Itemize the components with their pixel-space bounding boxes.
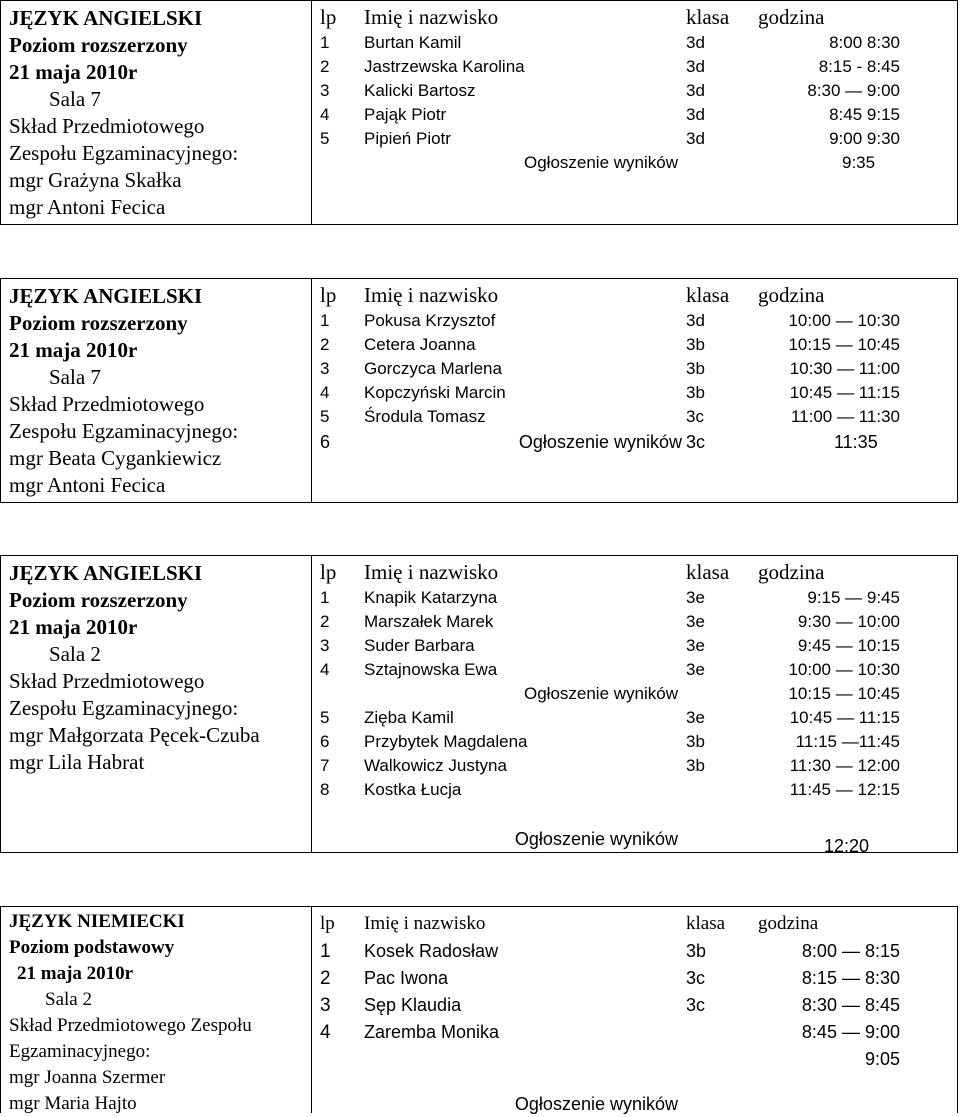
cell-name: Zięba Kamil xyxy=(364,708,454,727)
room: Sala 7 xyxy=(49,365,101,389)
subject: JĘZYK NIEMIECKI xyxy=(9,911,185,932)
committee-member: mgr Grażyna Skałka xyxy=(9,168,182,192)
announcement-label: Ogłoszenie wyników xyxy=(523,684,678,703)
cell-godzina: 10:45 — 11:15 xyxy=(789,708,900,727)
cell-godzina: 10:00 — 10:30 xyxy=(788,660,900,679)
table-row xyxy=(312,55,957,79)
table-row xyxy=(312,730,957,754)
table-row xyxy=(312,405,957,429)
committee-member: mgr Joanna Szermer xyxy=(9,1067,166,1088)
table-row xyxy=(312,79,957,103)
cell-godzina: 10:30 — 11:00 xyxy=(789,359,900,378)
schedule-table xyxy=(312,1,957,224)
table-header xyxy=(312,3,957,31)
cell-klasa: 3b xyxy=(686,941,707,961)
cell-lp: 4 xyxy=(320,105,330,124)
cell-lp: 2 xyxy=(320,967,331,989)
committee-label: Skład Przedmiotowego xyxy=(9,669,205,693)
table-header xyxy=(312,281,957,309)
cell-lp: 3 xyxy=(320,636,330,655)
committee-member: mgr Antoni Fecica xyxy=(9,195,166,219)
cell-klasa: 3b xyxy=(686,732,705,751)
subject: JĘZYK ANGIELSKI xyxy=(9,561,203,585)
table-row xyxy=(312,31,957,55)
cell-lp: 3 xyxy=(320,81,330,100)
cell-godzina: 8:15 - 8:45 xyxy=(818,57,900,76)
cell-name: Kosek Radosław xyxy=(364,941,499,961)
cell-godzina: 9:45 — 10:15 xyxy=(797,636,900,655)
cell-name: Środula Tomasz xyxy=(364,407,486,426)
table-row xyxy=(312,1019,957,1046)
cell-lp: 3 xyxy=(320,359,330,378)
committee-member: mgr Beata Cygankiewicz xyxy=(9,446,222,470)
cell-name: Marszałek Marek xyxy=(364,612,494,631)
table-row xyxy=(312,965,957,992)
announcement-time: 10:15 — 10:45 xyxy=(788,684,900,703)
header-lp: lp xyxy=(320,4,337,29)
date: 21 maja 2010r xyxy=(17,963,134,984)
cell-name: Walkowicz Justyna xyxy=(364,756,507,775)
level: Poziom rozszerzony xyxy=(9,588,188,612)
cell-name: Przybytek Magdalena xyxy=(364,732,528,751)
table-row xyxy=(312,357,957,381)
exam-info xyxy=(1,279,312,502)
header-name: Imię i nazwisko xyxy=(364,559,499,584)
table-header xyxy=(312,558,957,586)
cell-klasa: 3d xyxy=(686,57,705,76)
cell-klasa: 3e xyxy=(686,636,705,655)
cell-lp: 5 xyxy=(320,407,330,426)
cell-klasa: 3b xyxy=(686,359,705,378)
committee-member: mgr Maria Hajto xyxy=(9,1093,137,1114)
announcement-row xyxy=(312,682,957,706)
cell-lp: 2 xyxy=(320,57,330,76)
cell-klasa: 3e xyxy=(686,660,705,679)
announcement-time: 9:35 xyxy=(842,153,876,172)
cell-godzina: 8:30 — 9:00 xyxy=(807,81,900,100)
cell-klasa: 3c xyxy=(686,407,704,426)
announcement-row xyxy=(312,151,957,175)
cell-lp: 7 xyxy=(320,756,330,775)
date: 21 maja 2010r xyxy=(9,615,138,639)
table-row xyxy=(312,706,957,730)
header-klasa: klasa xyxy=(686,4,730,29)
table-row xyxy=(312,127,957,151)
header-klasa: klasa xyxy=(686,282,730,307)
schedule-table xyxy=(312,556,957,856)
header-klasa: klasa xyxy=(686,559,730,584)
cell-lp: 1 xyxy=(320,33,330,52)
cell-klasa: 3e xyxy=(686,708,705,727)
cell-godzina: 10:15 — 10:45 xyxy=(788,335,900,354)
header-godzina: godzina xyxy=(758,912,819,934)
header-lp: lp xyxy=(320,559,337,584)
cell-klasa: 3d xyxy=(686,81,705,100)
announcement-time: 9:05 xyxy=(864,1049,900,1069)
cell-godzina: 9:30 — 10:00 xyxy=(797,612,900,631)
cell-klasa: 3b xyxy=(686,383,705,402)
committee-label: Skład Przedmiotowego Zespołu xyxy=(9,1015,252,1036)
cell-godzina: 11:45 — 12:15 xyxy=(789,780,900,799)
level: Poziom rozszerzony xyxy=(9,33,188,57)
cell-lp: 2 xyxy=(320,612,330,631)
committee-member: mgr Lila Habrat xyxy=(9,750,145,774)
cell-godzina: 11:30 — 12:00 xyxy=(789,756,900,775)
cell-lp: 4 xyxy=(320,660,330,679)
cell-klasa: 3d xyxy=(686,105,705,124)
announcement-label: Ogłoszenie wyników xyxy=(523,153,678,172)
cell-lp: 1 xyxy=(320,588,330,607)
subject: JĘZYK ANGIELSKI xyxy=(9,284,203,308)
announcement-row xyxy=(312,429,957,455)
cell-name: Cetera Joanna xyxy=(364,335,476,354)
cell-klasa: 3c xyxy=(686,968,706,988)
cell-name: Jastrzewska Karolina xyxy=(364,57,525,76)
cell-godzina: 10:45 — 11:15 xyxy=(789,383,900,402)
header-name: Imię i nazwisko xyxy=(364,912,486,934)
cell-godzina: 8:00 8:30 xyxy=(829,33,900,52)
header-godzina: godzina xyxy=(758,559,825,584)
cell-lp: 1 xyxy=(320,940,331,962)
cell-name: Kostka Łucja xyxy=(364,780,462,799)
announcement-label: Ogłoszenie wyników xyxy=(518,431,682,452)
committee-label-2: Zespołu Egzaminacyjnego: xyxy=(9,696,239,720)
cell-klasa: 3d xyxy=(686,33,705,52)
exam-info xyxy=(1,907,312,1113)
cell-klasa: 3b xyxy=(686,335,705,354)
room: Sala 2 xyxy=(45,989,92,1010)
cell-name: Pająk Piotr xyxy=(364,105,447,124)
cell-name: Gorczyca Marlena xyxy=(364,359,502,378)
header-godzina: godzina xyxy=(758,282,825,307)
cell-godzina: 9:00 9:30 xyxy=(829,129,900,148)
table-row xyxy=(312,992,957,1019)
cell-lp: 2 xyxy=(320,335,330,354)
cell-klasa: 3c xyxy=(686,995,706,1015)
table-row xyxy=(312,658,957,682)
cell-godzina: 8:30 — 8:45 xyxy=(801,995,900,1015)
cell-name: Pokusa Krzysztof xyxy=(364,311,496,330)
announcement-label: Ogłoszenie wyników xyxy=(514,828,678,849)
cell-klasa: 3b xyxy=(686,756,705,775)
announcement-time: 12:20 xyxy=(824,835,870,856)
cell-klasa: 3d xyxy=(686,311,705,330)
level: Poziom podstawowy xyxy=(9,937,175,958)
header-name: Imię i nazwisko xyxy=(364,282,499,307)
cell-name: Burtan Kamil xyxy=(364,33,462,52)
cell-lp: 8 xyxy=(320,780,330,799)
cell-godzina: 9:15 — 9:45 xyxy=(807,588,900,607)
table-row xyxy=(312,610,957,634)
header-name: Imię i nazwisko xyxy=(364,4,499,29)
schedule-block-2 xyxy=(0,278,958,503)
schedule-table xyxy=(312,907,957,1113)
table-header xyxy=(312,909,957,938)
cell-name: Zaremba Monika xyxy=(364,1022,500,1042)
table-row xyxy=(312,586,957,610)
committee-label-2: Egzaminacyjnego: xyxy=(9,1041,151,1062)
announcement-time-row xyxy=(312,1046,957,1073)
subject: JĘZYK ANGIELSKI xyxy=(9,6,203,30)
cell-godzina: 8:45 — 9:00 xyxy=(801,1022,900,1042)
table-row xyxy=(312,333,957,357)
cell-godzina: 8:00 — 8:15 xyxy=(801,941,900,961)
committee-member: mgr Małgorzata Pęcek-Czuba xyxy=(9,723,260,747)
header-godzina: godzina xyxy=(758,4,825,29)
cell-godzina: 8:45 9:15 xyxy=(829,105,900,124)
cell-name: Kalicki Bartosz xyxy=(364,81,476,100)
table-row xyxy=(312,381,957,405)
announcement-row xyxy=(312,1091,957,1117)
announcement-time: 11:35 xyxy=(834,431,878,452)
cell-name: Kopczyński Marcin xyxy=(364,383,506,402)
cell-godzina: 8:15 — 8:30 xyxy=(801,968,900,988)
cell-lp: 1 xyxy=(320,311,330,330)
table-row xyxy=(312,309,957,333)
exam-info xyxy=(1,1,312,224)
committee-label-2: Zespołu Egzaminacyjnego: xyxy=(9,419,239,443)
cell-name: Knapik Katarzyna xyxy=(364,588,498,607)
cell-godzina: 11:15 —11:45 xyxy=(795,732,900,751)
cell-name: Pipień Piotr xyxy=(364,129,451,148)
schedule-table xyxy=(312,279,957,502)
room: Sala 2 xyxy=(49,642,101,666)
level: Poziom rozszerzony xyxy=(9,311,188,335)
cell-name: Suder Barbara xyxy=(364,636,475,655)
date: 21 maja 2010r xyxy=(9,338,138,362)
committee-label: Skład Przedmiotowego xyxy=(9,392,205,416)
cell-name: Pac Iwona xyxy=(364,968,449,988)
cell-lp: 4 xyxy=(320,383,330,402)
schedule-block-1 xyxy=(0,0,958,225)
committee-member: mgr Antoni Fecica xyxy=(9,473,166,497)
schedule-block-3 xyxy=(0,555,958,856)
cell-godzina: 10:00 — 10:30 xyxy=(788,311,900,330)
committee-label: Skład Przedmiotowego xyxy=(9,114,205,138)
cell-lp: 5 xyxy=(320,129,330,148)
header-lp: lp xyxy=(320,912,335,934)
exam-info xyxy=(1,556,312,852)
header-klasa: klasa xyxy=(686,912,726,934)
cell-lp: 3 xyxy=(320,994,331,1016)
cell-lp: 6 xyxy=(320,732,330,751)
cell-klasa: 3c xyxy=(686,431,706,452)
room: Sala 7 xyxy=(49,87,101,111)
committee-label-2: Zespołu Egzaminacyjnego: xyxy=(9,141,239,165)
header-lp: lp xyxy=(320,282,337,307)
table-row xyxy=(312,754,957,778)
date: 21 maja 2010r xyxy=(9,60,138,84)
cell-lp: 4 xyxy=(320,1021,331,1043)
cell-klasa: 3e xyxy=(686,612,705,631)
cell-klasa: 3e xyxy=(686,588,705,607)
cell-godzina: 11:00 — 11:30 xyxy=(790,407,900,426)
table-row xyxy=(312,938,957,965)
cell-name: Sęp Klaudia xyxy=(364,995,462,1015)
table-row xyxy=(312,634,957,658)
announcement-label: Ogłoszenie wyników xyxy=(514,1093,678,1114)
cell-klasa: 3d xyxy=(686,129,705,148)
schedule-block-4 xyxy=(0,906,958,1113)
cell-name: Sztajnowska Ewa xyxy=(364,660,498,679)
table-row xyxy=(312,778,957,802)
table-row xyxy=(312,103,957,127)
announcement-row xyxy=(312,824,957,854)
cell-lp: 6 xyxy=(320,431,331,452)
cell-lp: 5 xyxy=(320,708,330,727)
